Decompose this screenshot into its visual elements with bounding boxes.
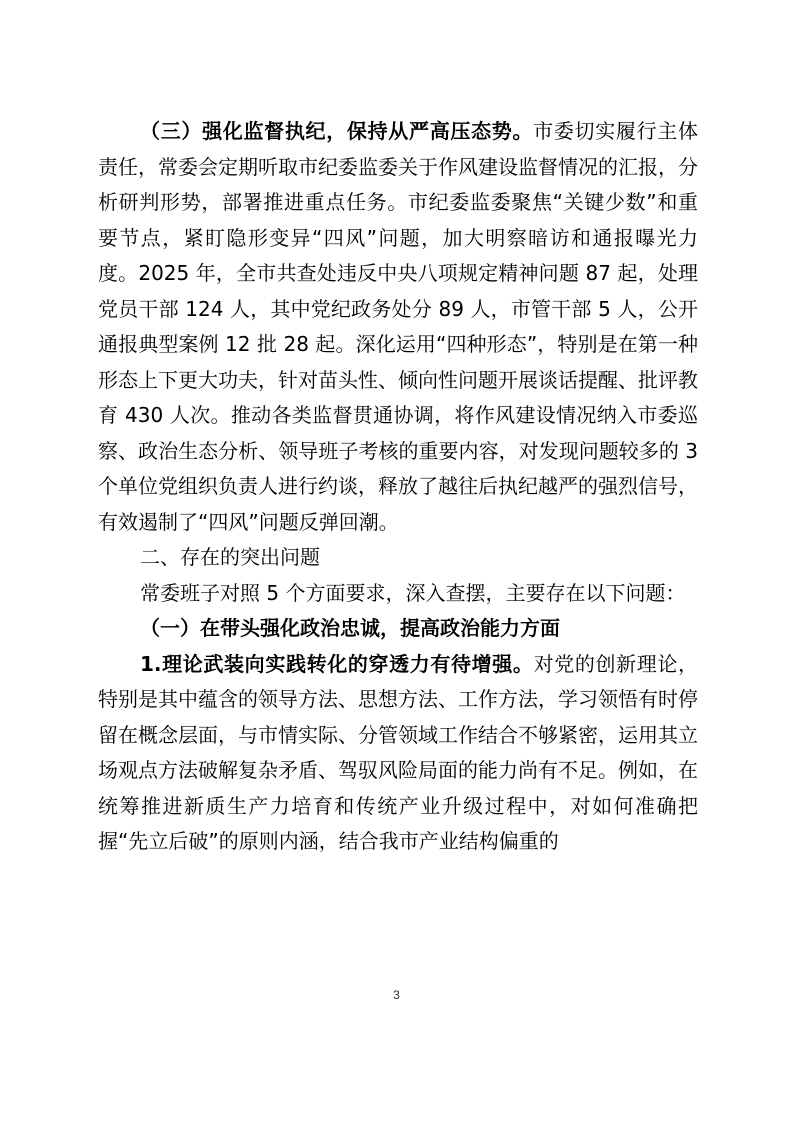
section-three-heading: （三）强化监督执纪，保持从严高压态势。 — [140, 119, 534, 143]
item-one-body: 对党的创新理论，特别是其中蕴含的领导方法、思想方法、工作方法，学习领悟有时停留在概念层面，与市情实际、分管领域工作结合不够紧密，运用其立场观点方法破解复杂矛盾、驾驭风险局面的能力尚有不足。例如，在统筹推进新质生产力培育和传统产业升级过程中，对如何准确把握“先立后破”的原则内涵，结合我市产业结构偏重的 — [98, 651, 699, 853]
section-three-paragraph — [98, 114, 698, 540]
page-number: 3 — [393, 988, 400, 1002]
item-one-title: 1.理论武装向实践转化的穿透力有待增强。 — [140, 651, 534, 676]
item-one-paragraph — [98, 647, 698, 860]
part-two-intro: 常委班子对照 5 个方面要求，深入查摆，主要存在以下问题： — [140, 580, 686, 605]
section-three-body: 市委切实履行主体责任，常委会定期听取市纪委监委关于作风建设监督情况的汇报，分析研判形势，部署推进重点任务。市纪委监委聚焦“关键少数”和重要节点，紧盯隐形变异“四风”问题，加大明察暗访和通报曝光力度。2025 年，全市共查处违反中央八项规定精神问题 87 起，处理党员干部 124 人，其中党纪政务处分 89 人，市管干部 5 人，公开通报典型案例 12 批 28 起。深化运用“四种形态”，特别是在第一种形态上下更大功夫，针对苗头性、倾向性问题开展谈话提醒、批评教育 430 人次。推动各类监督贯通协调，将作风建设情况纳入市委巡察、政治生态分析、领导班子考核的重要内容，对发现问题较多的 3 个单位党组织负责人进行约谈，释放了越往后执纪越严的强烈信号，有效遏制了“四风”问题反弹回潮。 — [98, 119, 699, 534]
part-two-subheading: （一）在带头强化政治忠诚，提高政治能力方面 — [140, 616, 560, 640]
document-body — [98, 114, 698, 860]
part-two-heading: 二、存在的突出问题 — [140, 545, 320, 569]
